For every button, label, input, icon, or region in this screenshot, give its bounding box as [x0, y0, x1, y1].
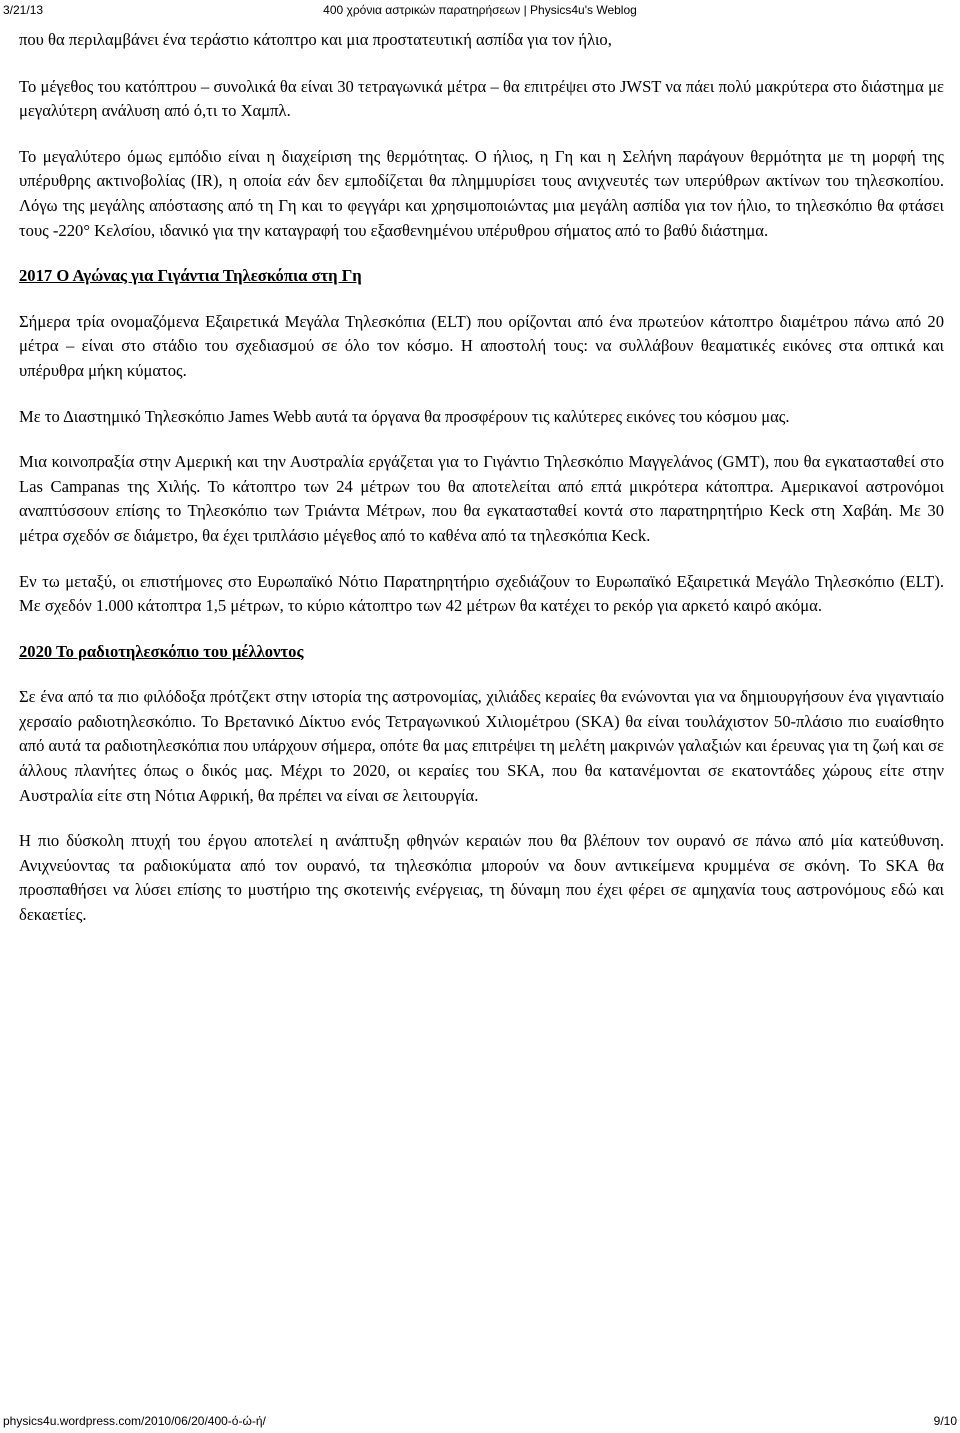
page-number: 9/10	[933, 1414, 957, 1428]
print-footer	[0, 1413, 960, 1429]
paragraph: που θα περιλαμβάνει ένα τεράστιο κάτοπτρο και μια προστατευτική ασπίδα για τον ήλιο,	[19, 30, 612, 49]
page-title: 400 χρόνια αστρικών παρατηρήσεων | Physics4u's Weblog	[323, 3, 637, 17]
paragraph: Με το Διαστημικό Τηλεσκόπιο James Webb αυτά τα όργανα θα προσφέρουν τις καλύτερες εικόνες του κόσμου μας.	[19, 406, 790, 426]
paragraph: Μια κοινοπραξία στην Αμερική και την Αυστραλία εργάζεται για το Γιγάντιο Τηλεσκόπιο Μαγγελάνος (GMT), που θα εγκατασταθεί στο Las Campanas της Χιλής. Το κάτοπτρο των 24 μέτρων του θα αποτελείται από επτά μικρότερα κάτοπτρα. Αμερικανοί αστρονόμοι αναπτύσσουν επίσης το Τηλεσκόπιο των Τριάντα Μέτρων, που θα εγκατασταθεί κοντά στο παρατηρητήριο Keck στη Χαβάη. Με 30 μέτρα σχεδόν σε διάμετρο, θα έχει τριπλάσιο μέγεθος από το καθένα από τα τηλεσκόπια Keck.	[19, 452, 944, 545]
paragraph: Εν τω μεταξύ, οι επιστήμονες στο Ευρωπαϊκό Νότιο Παρατηρητήριο σχεδιάζουν το Ευρωπαϊκό Εξαιρετικά Μεγάλο Τηλεσκόπιο (ELT). Με σχεδόν 1.000 κάτοπτρα 1,5 μέτρων, το κύριο κάτοπτρο των 42 μέτρων θα κατέχει το ρεκόρ για αρκετό καιρό ακόμα.	[19, 571, 944, 616]
paragraph: Το μέγεθος του κατόπτρου – συνολικά θα είναι 30 τετραγωνικά μέτρα – θα επιτρέψει στο JWST να πάει πολύ μακρύτερα στο διάστημα με μεγαλύτερη ανάλυση από ό,τι το Χαμπλ.	[19, 76, 944, 121]
print-date: 3/21/13	[3, 3, 44, 17]
page-url: physics4u.wordpress.com/2010/06/20/400-ό-ώ-ή/	[3, 1414, 266, 1428]
paragraph: Σήμερα τρία ονομαζόμενα Εξαιρετικά Μεγάλα Τηλεσκόπια (ELT) που ορίζονται από ένα πρωτεύον κάτοπτρο διαμέτρου πάνω από 20 μέτρα – είναι στο στάδιο του σχεδιασμού σε όλο τον κόσμο. Η αποστολή τους: να συλλάβουν θεαματικές εικόνες στα οπτικά και υπέρυθρα μήκη κύματος.	[19, 311, 944, 380]
paragraph: Σε ένα από τα πιο φιλόδοξα πρότζεκτ στην ιστορία της αστρονομίας, χιλιάδες κεραίες θα ενώνονται για να δημιουργήσουν ένα γιγαντιαίο χερσαίο ραδιοτηλεσκόπιο. Το Βρετανικό Δίκτυο ενός Τετραγωνικού Χιλιομέτρου (SKA) θα είναι τουλάχιστον 50-πλάσιο πιο ευαίσθητο από αυτά τα ραδιοτηλεσκόπια που υπάρχουν σήμερα, οπότε θα μας επιτρέψει τη μελέτη μακρινών γαλαξιών και έρευνας για τη ζωή και σε άλλους πλανήτες όπως ο δικός μας. Μέχρι το 2020, οι κεραίες του SKA, που θα κατανέμονται σε εκατοντάδες χώρους είτε στην Αυστραλία είτε στη Νότια Αφρική, θα πρέπει να είναι σε λειτουργία.	[19, 687, 944, 805]
paragraph: Η πιο δύσκολη πτυχή του έργου αποτελεί η ανάπτυξη φθηνών κεραιών που θα βλέπουν τον ουρανό σε πάνω από μία κατεύθυνση. Ανιχνεύοντας τα ραδιοκύματα από τον ουρανό, τα τηλεσκόπια μπορούν να δουν αντικείμενα κρυμμένα σε σκόνη. Το SKA θα προσπαθήσει να λύσει επίσης το μυστήριο της σκοτεινής ενέργειας, τη δύναμη που έχει φέρει σε αμηχανία τους αστρονόμους εδώ και δεκαετίες.	[19, 831, 944, 925]
print-header	[0, 2, 960, 18]
section-heading-2020: 2020 Το ραδιοτηλεσκόπιο του μέλλοντος	[19, 641, 304, 661]
article-body	[19, 28, 944, 949]
paragraph: Το μεγαλύτερο όμως εμπόδιο είναι η διαχείριση της θερμότητας. Ο ήλιος, η Γη και η Σελήνη παράγουν θερμότητα με τη μορφή της υπέρυθρης ακτινοβολίας (IR), η οποία εάν δεν εμποδίζεται θα πλημμυρίσει τους ανιχνευτές των υπερύθρων ακτίνων του τηλεσκοπίου. Λόγω της μεγάλης απόστασης από τη Γη και το φεγγάρι και χρησιμοποιώντας μια μεγάλη ασπίδα για τον ήλιο, το τηλεσκόπιο θα φτάσει τους -220° Κελσίου, ιδανικό για την καταγραφή του εξασθενημένου υπέρυθρου σήματος από το βαθύ διάστημα.	[19, 146, 944, 240]
section-heading-2017: 2017 Ο Αγώνας για Γιγάντια Τηλεσκόπια στη Γη	[19, 266, 362, 286]
